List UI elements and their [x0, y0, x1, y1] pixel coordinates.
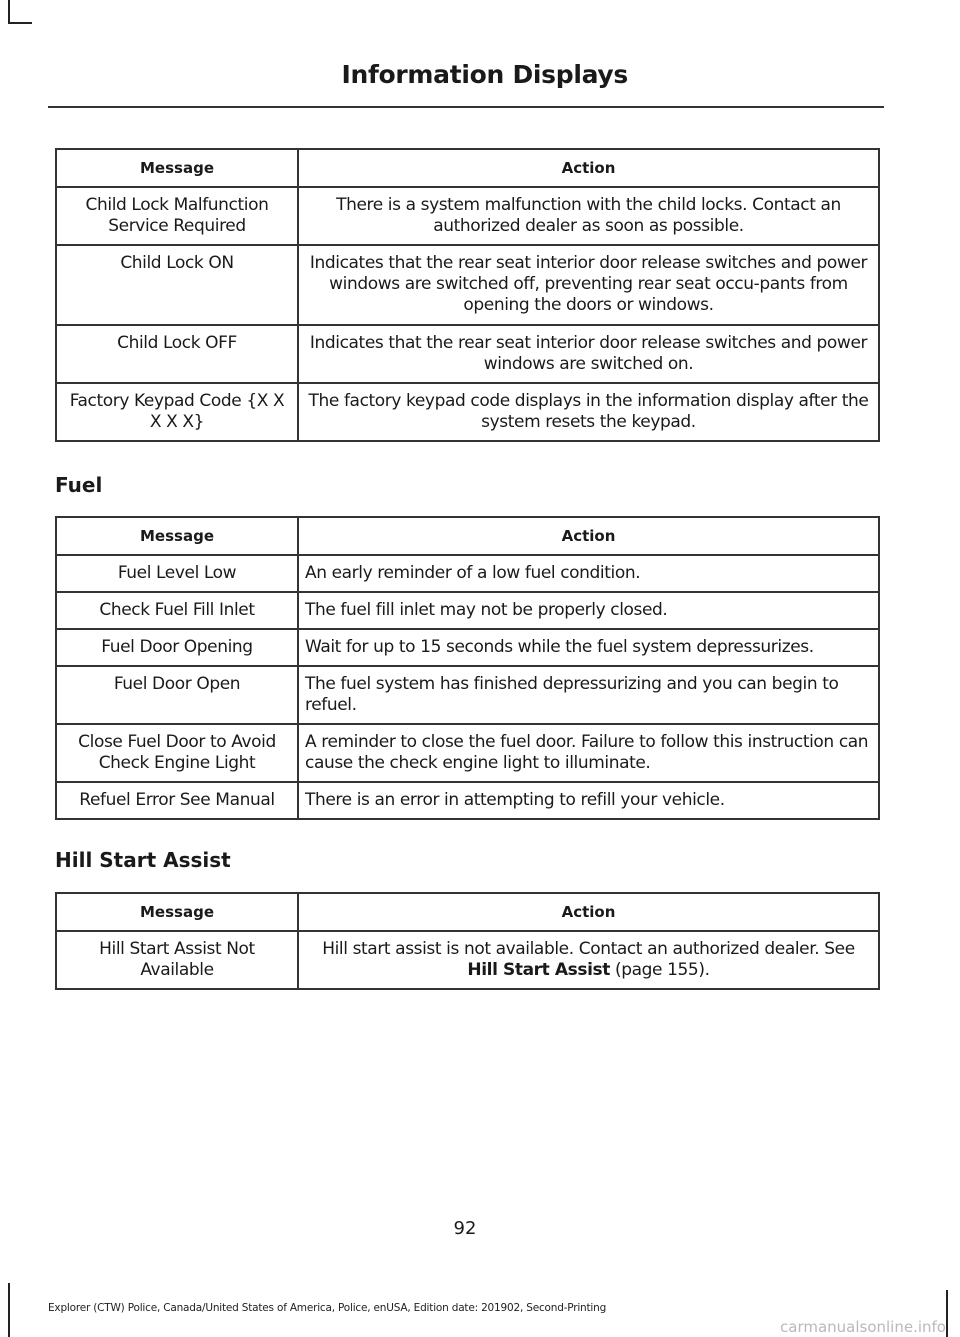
child-lock-table: [55, 148, 880, 442]
message-cell: Fuel Level Low: [56, 555, 298, 592]
footer-edition-info: Explorer (CTW) Police, Canada/United States of America, Police, enUSA, Edition date: 201902, Second-Printing: [48, 1302, 607, 1314]
column-header-message: Message: [56, 149, 298, 187]
table-header-row: [56, 893, 879, 931]
column-header-action: Action: [298, 149, 879, 187]
section-title-fuel: Fuel: [55, 473, 103, 497]
action-cell: The fuel fill inlet may not be properly closed.: [298, 592, 879, 629]
message-cell: Factory Keypad Code {X X X X X}: [56, 383, 298, 441]
watermark: carmanualsonline.info: [780, 1318, 946, 1336]
action-cell: The fuel system has finished depressurizing and you can begin to refuel.: [298, 666, 879, 724]
crop-mark: [8, 0, 10, 24]
message-cell: Check Fuel Fill Inlet: [56, 592, 298, 629]
table-row: [56, 931, 879, 989]
message-cell: Child Lock ON: [56, 245, 298, 325]
page-title: Information Displays: [341, 60, 628, 89]
message-cell: Child Lock Malfunction Service Required: [56, 187, 298, 245]
table-row: [56, 592, 879, 629]
action-cell: Indicates that the rear seat interior door release switches and power windows are switched off, preventing rear seat occu-pants from opening the doors or windows.: [298, 245, 879, 325]
column-header-action: Action: [298, 893, 879, 931]
action-text: Hill start assist is not available. Contact an authorized dealer. See: [322, 939, 855, 959]
table-row: [56, 782, 879, 819]
column-header-message: Message: [56, 517, 298, 555]
action-cell: An early reminder of a low fuel condition.: [298, 555, 879, 592]
hill-start-assist-table: [55, 892, 880, 990]
page-number: 92: [453, 1218, 477, 1239]
table-row: [56, 629, 879, 666]
cross-reference-link[interactable]: Hill Start Assist: [467, 960, 610, 980]
table-row: [56, 555, 879, 592]
table-row: [56, 666, 879, 724]
page-reference: (page 155).: [615, 960, 710, 980]
table-row: [56, 245, 879, 325]
header-divider: [48, 106, 884, 108]
action-cell: Indicates that the rear seat interior door release switches and power windows are switched on.: [298, 325, 879, 383]
table-row: [56, 383, 879, 441]
action-cell: There is an error in attempting to refill your vehicle.: [298, 782, 879, 819]
table-row: [56, 724, 879, 782]
table-row: [56, 325, 879, 383]
message-cell: Close Fuel Door to Avoid Check Engine Light: [56, 724, 298, 782]
action-cell: There is a system malfunction with the child locks. Contact an authorized dealer as soon as possible.: [298, 187, 879, 245]
crop-mark: [8, 22, 32, 24]
message-cell: Fuel Door Open: [56, 666, 298, 724]
section-title-hill-start-assist: Hill Start Assist: [55, 848, 231, 872]
column-header-action: Action: [298, 517, 879, 555]
action-cell: The factory keypad code displays in the information display after the system resets the keypad.: [298, 383, 879, 441]
crop-mark: [8, 1283, 10, 1337]
action-cell: A reminder to close the fuel door. Failure to follow this instruction can cause the check engine light to illuminate.: [298, 724, 879, 782]
fuel-table: [55, 516, 880, 820]
message-cell: Fuel Door Opening: [56, 629, 298, 666]
table-row: [56, 187, 879, 245]
message-cell: Child Lock OFF: [56, 325, 298, 383]
message-cell: Hill Start Assist Not Available: [56, 931, 298, 989]
table-header-row: [56, 517, 879, 555]
crop-mark: [946, 1290, 948, 1337]
column-header-message: Message: [56, 893, 298, 931]
action-cell: [298, 931, 879, 989]
action-cell: Wait for up to 15 seconds while the fuel system depressurizes.: [298, 629, 879, 666]
table-header-row: [56, 149, 879, 187]
message-cell: Refuel Error See Manual: [56, 782, 298, 819]
